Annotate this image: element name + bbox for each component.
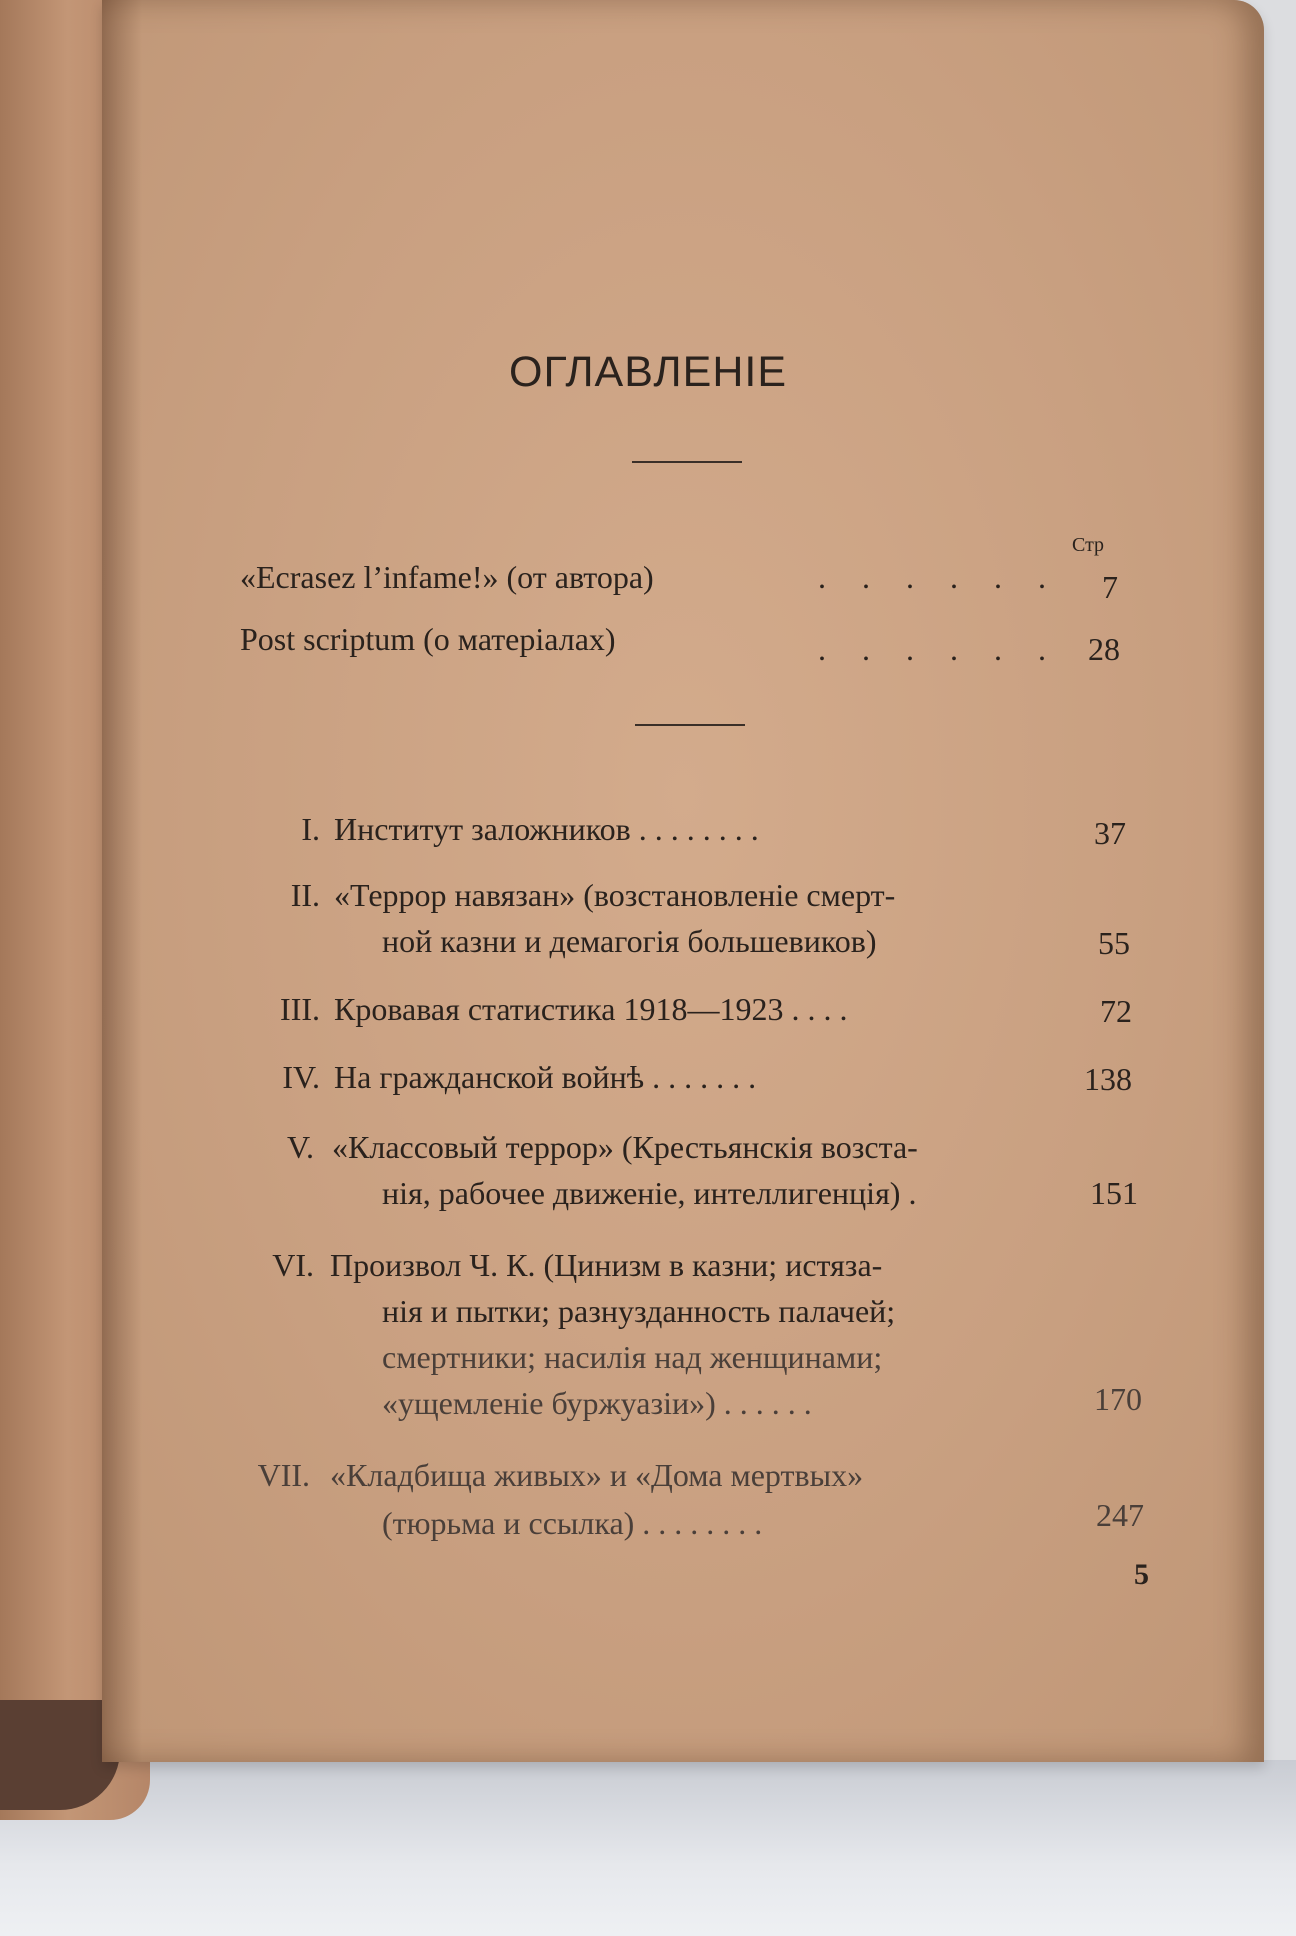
toc-page-number: 72 bbox=[1100, 993, 1132, 1029]
chapter-title-line: ной казни и демагогія большевиков) bbox=[382, 923, 877, 959]
toc-page-number: 28 bbox=[1088, 631, 1120, 667]
toc-leader-dots: . . . . . . bbox=[818, 559, 1060, 595]
chapter-title-line: «Террор навязан» (возстановленіе смерт- bbox=[334, 877, 896, 913]
page-title: ОГЛАВЛЕНІЕ bbox=[509, 348, 787, 396]
toc-page-number: 170 bbox=[1094, 1381, 1142, 1417]
chapter-title-line: Произвол Ч. К. (Цинизм в казни; истяза- bbox=[330, 1247, 883, 1283]
chapter-title-line: Институт заложников . . . . . . . . bbox=[334, 811, 759, 847]
toc-entry-text: «Ecrasez l’infame!» (от автора) bbox=[240, 559, 654, 595]
chapter-title-line: «Кладбища живых» и «Дома мертвых» bbox=[330, 1457, 864, 1493]
chapter-title-line: (тюрьма и ссылка) . . . . . . . . bbox=[382, 1505, 763, 1541]
chapter-title-line: «ущемленіе буржуазіи») . . . . . . bbox=[382, 1385, 812, 1421]
chapter-title-line: На гражданской войнѣ . . . . . . . bbox=[334, 1059, 757, 1095]
chapter-numeral: V. bbox=[287, 1129, 314, 1165]
background-surface bbox=[0, 1760, 1296, 1936]
page-column-header: Стр bbox=[1072, 534, 1105, 556]
toc-page-number: 37 bbox=[1094, 815, 1126, 851]
chapter-numeral: I. bbox=[301, 811, 320, 847]
toc-page-number: 7 bbox=[1102, 569, 1118, 605]
chapter-numeral: VII. bbox=[257, 1457, 310, 1493]
toc-page-number: 55 bbox=[1098, 925, 1130, 961]
page-folio-number: 5 bbox=[1134, 1558, 1149, 1591]
title-divider bbox=[632, 461, 742, 463]
chapter-title-line: Кровавая статистика 1918—1923 . . . . bbox=[334, 991, 848, 1027]
chapter-numeral: IV. bbox=[282, 1059, 320, 1095]
toc-leader-dots: . . . . . . bbox=[818, 631, 1060, 667]
section-divider bbox=[635, 724, 745, 726]
toc-entry-text: Post scriptum (о матеріалах) bbox=[240, 621, 616, 657]
toc-page-number: 247 bbox=[1096, 1497, 1144, 1533]
toc-page-number: 138 bbox=[1084, 1061, 1132, 1097]
chapter-numeral: III. bbox=[280, 991, 320, 1027]
chapter-title-line: нія и пытки; разнузданность палачей; bbox=[382, 1293, 896, 1329]
toc-page-number: 151 bbox=[1090, 1175, 1138, 1211]
page-gutter-shadow bbox=[102, 0, 142, 1762]
chapter-title-line: нія, рабочее движеніе, интеллигенція) . bbox=[382, 1175, 917, 1211]
chapter-title-line: «Классовый террор» (Крестьянскія возста- bbox=[332, 1129, 918, 1165]
chapter-numeral: VI. bbox=[272, 1247, 314, 1283]
chapter-title-line: смертники; насилія над женщинами; bbox=[382, 1339, 883, 1375]
chapter-numeral: II. bbox=[290, 877, 320, 913]
